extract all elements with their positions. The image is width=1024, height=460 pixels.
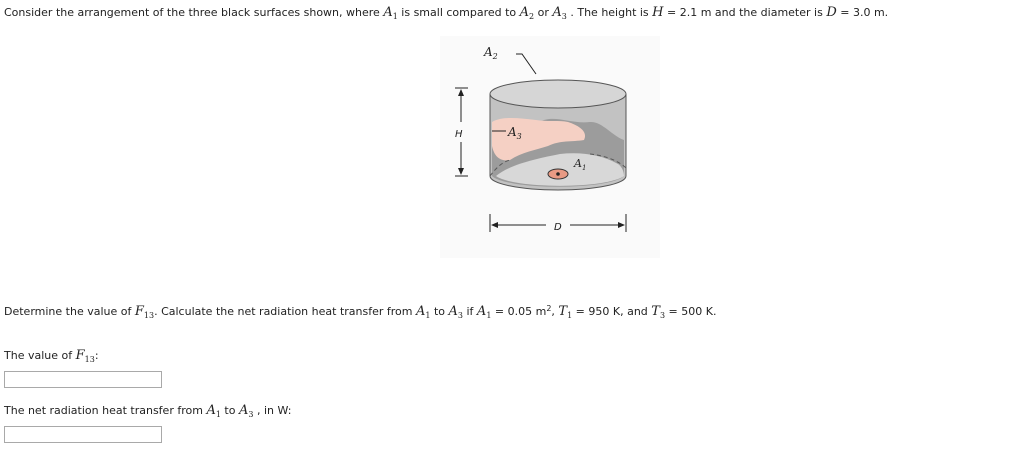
label-part: The value of bbox=[4, 349, 76, 362]
question-part: Determine the value of bbox=[4, 305, 135, 318]
math-t1: $T_1$ bbox=[558, 304, 573, 320]
question-part: to bbox=[430, 305, 449, 318]
math-t3: $T_3$ bbox=[651, 304, 666, 320]
label-part: , in W: bbox=[253, 404, 292, 417]
heat-transfer-answer-input[interactable] bbox=[4, 426, 162, 443]
d-label: D bbox=[554, 222, 562, 233]
cylinder-figure bbox=[440, 36, 660, 258]
intro-part: = 2.1 m and the diameter is bbox=[663, 6, 827, 19]
intro-part: . The height is bbox=[566, 6, 653, 19]
a2-label: $A_2$ bbox=[484, 45, 498, 61]
exponent: 2 bbox=[546, 304, 552, 313]
a3-label: $A_3$ bbox=[508, 125, 522, 141]
math-a3: $A_3$ bbox=[238, 403, 254, 419]
math-d: D bbox=[826, 5, 837, 20]
question-part: = 500 K. bbox=[665, 305, 717, 318]
cylinder-top bbox=[490, 80, 626, 108]
math-a1: $A_1$ bbox=[206, 403, 221, 419]
label-part: : bbox=[94, 349, 99, 362]
label-part: to bbox=[220, 404, 239, 417]
intro-part: Consider the arrangement of the three black surfaces shown, where bbox=[4, 6, 384, 19]
a1-disk-center bbox=[556, 172, 560, 176]
heat-transfer-field-label bbox=[4, 403, 291, 419]
intro-part: = 3.0 m. bbox=[836, 6, 889, 19]
intro-part: is small compared to bbox=[397, 6, 520, 19]
math-a3: $A_3$ bbox=[448, 304, 463, 320]
math-a3: $A_3$ bbox=[552, 5, 567, 21]
math-h: H bbox=[652, 5, 664, 20]
h-label: H bbox=[455, 129, 463, 140]
math-a1: $A_1$ bbox=[476, 304, 492, 320]
question-part: = 0.05 m bbox=[491, 305, 547, 318]
math-f13: $F_{13}$ bbox=[75, 348, 95, 364]
intro-text bbox=[4, 5, 888, 21]
f13-answer-input[interactable] bbox=[4, 371, 162, 388]
label-part: The net radiation heat transfer from bbox=[4, 404, 207, 417]
question-part: , bbox=[551, 305, 559, 318]
math-a1: $A_1$ bbox=[415, 304, 431, 320]
question-part: if bbox=[463, 305, 477, 318]
math-f13: $F_{13}$ bbox=[134, 304, 155, 320]
intro-part: or bbox=[534, 6, 553, 19]
math-a2: $A_2$ bbox=[519, 5, 535, 21]
f13-field-label bbox=[4, 348, 99, 364]
a1-label: $A_1$ bbox=[574, 157, 587, 172]
question-part: . Calculate the net radiation heat transfer from bbox=[154, 305, 416, 318]
math-a1: $A_1$ bbox=[383, 5, 398, 21]
question-part: = 950 K, and bbox=[572, 305, 652, 318]
question-text bbox=[4, 304, 716, 320]
